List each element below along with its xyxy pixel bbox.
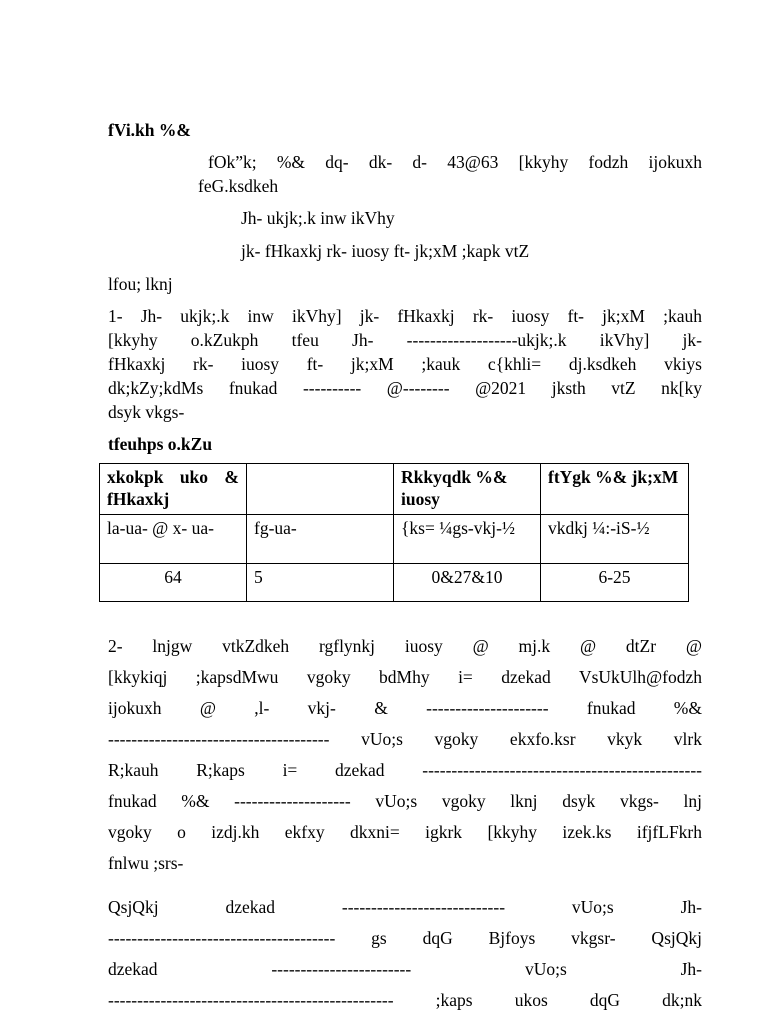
table-cell: 6-25 (541, 564, 689, 602)
table-cell: 0&27&10 (394, 564, 541, 602)
para1-line: dsyk vkgs- (108, 402, 185, 422)
para2-line: -------------------------------------- vUo;s vgoky ekxfo.ksr vkyk vlrk (108, 729, 702, 749)
subject-label: lfou; lknj (108, 274, 173, 294)
table-header-cell: xkokpk uko & fHkaxkj (100, 464, 247, 515)
para2-line: fnlwu ;srs- (108, 853, 184, 873)
para3-line: QsjQkj dzekad ---------------------------- vUo;s Jh- (108, 897, 702, 917)
table-subheader-row (100, 515, 689, 564)
table-title: tfeuhps o.kZu (108, 434, 213, 454)
applicant-address: jk- fHkaxkj rk- iuosy ft- jk;xM ;kapk vtZ (241, 241, 530, 261)
intro-line-1: fOk”k; %& dq- dk- d- 43@63 [kkyhy fodzh ijokuxh (208, 152, 702, 172)
table-header-cell: ftYgk %& jk;xM (541, 464, 689, 515)
table-cell: 64 (100, 564, 247, 602)
table-subheader-cell: {ks= ¼gs-vkj-½ (394, 515, 541, 564)
para2-line: 2- lnjgw vtkZdkeh rgflynkj iuosy @ mj.k @ dtZr @ (108, 636, 702, 656)
table-subheader-cell: fg-ua- (247, 515, 394, 564)
table-subheader-cell: vkdkj ¼:-iS-½ (541, 515, 689, 564)
para2-line: R;kauh R;kaps i= dzekad ------------------------------------------------ (108, 760, 702, 780)
para1-line: 1- Jh- ukjk;.k inw ikVhy] jk- fHkaxkj rk- iuosy ft- jk;xM ;kauh (108, 306, 702, 326)
document-heading: fVi.kh %& (108, 120, 191, 140)
table-header-row (100, 464, 689, 515)
table-cell: 5 (247, 564, 394, 602)
para1-line: fHkaxkj rk- iuosy ft- jk;xM ;kauk c{khli= dj.ksdkeh vkiys (108, 354, 702, 374)
land-details-table (99, 463, 689, 602)
para3-line: dzekad ------------------------ vUo;s Jh- (108, 959, 702, 979)
para1-line: [kkyhy o.kZukph tfeu Jh- -------------------ukjk;.k ikVhy] jk- (108, 330, 702, 350)
para3-line: --------------------------------------- gs dqG Bjfoys vkgsr- QsjQkj (108, 928, 702, 948)
para2-line: [kkykiqj ;kapsdMwu vgoky bdMhy i= dzekad VsUkUlh@fodzh (108, 667, 702, 687)
para1-line: dk;kZy;kdMs fnukad ---------- @-------- @2021 jksth vtZ nk[ky (108, 378, 702, 398)
para3-line: ------------------------------------------------- ;kaps ukos dqG dk;nk (108, 990, 702, 1010)
table-header-cell (247, 464, 394, 515)
table-header-cell: Rkkyqdk %& iuosy (394, 464, 541, 515)
intro-line-2: feG.ksdkeh (198, 176, 279, 196)
para2-line: ijokuxh @ ,l- vkj- & --------------------- fnukad %& (108, 698, 702, 718)
applicant-name: Jh- ukjk;.k inw ikVhy (241, 208, 395, 228)
table-row (100, 564, 689, 602)
para2-line: fnukad %& -------------------- vUo;s vgoky lknj dsyk vkgs- lnj (108, 791, 702, 811)
para2-line: vgoky o izdj.kh ekfxy dkxni= igkrk [kkyhy izek.ks ifjfLFkrh (108, 822, 702, 842)
table-subheader-cell: la-ua- @ x- ua- (100, 515, 247, 564)
